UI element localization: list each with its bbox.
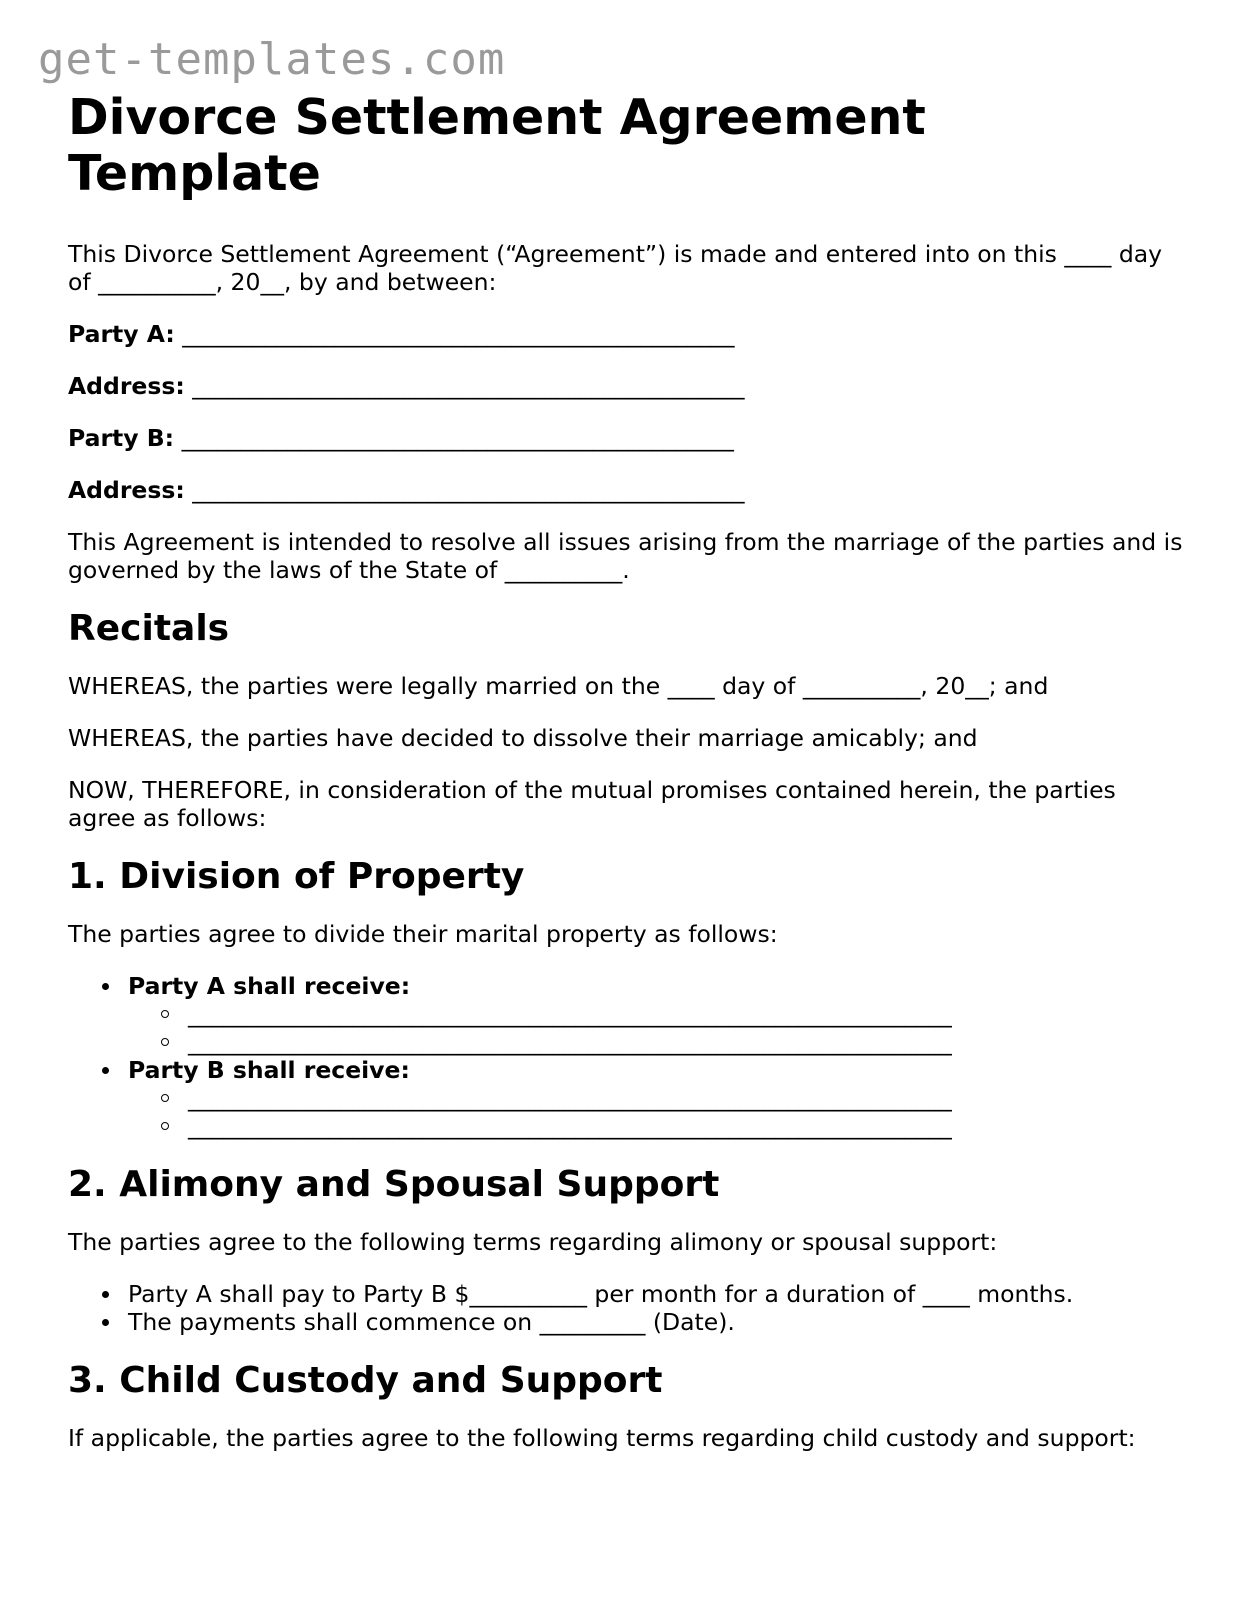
division-of-property-heading: 1. Division of Property	[68, 856, 525, 897]
party-a-field	[68, 320, 1188, 348]
alimony-intro: The parties agree to the following terms regarding alimony or spousal support:	[68, 1228, 998, 1256]
watermark-text: get-templates.com	[38, 34, 506, 85]
party-b-label: Party B:	[68, 424, 175, 452]
party-b-blank[interactable]: _______________________________________________	[181, 424, 734, 452]
list-item[interactable]	[188, 1000, 1188, 1028]
party-b-field	[68, 424, 1188, 452]
blank-line[interactable]: _________________________________________________________________	[188, 1112, 952, 1140]
list-item[interactable]	[188, 1084, 1188, 1112]
recital-dissolve: WHEREAS, the parties have decided to dissolve their marriage amicably; and	[68, 724, 978, 752]
party-a-address-blank[interactable]: _______________________________________________	[192, 372, 745, 400]
property-list	[68, 972, 1188, 1140]
party-b-receive-label: Party B shall receive:	[128, 1056, 410, 1084]
alimony-list	[68, 1280, 1188, 1336]
recital-married: WHEREAS, the parties were legally married on the ____ day of __________, 20__; and	[68, 672, 1049, 700]
party-a-address-field	[68, 372, 1188, 400]
child-custody-heading: 3. Child Custody and Support	[68, 1360, 663, 1401]
blank-line[interactable]: _________________________________________________________________	[188, 1084, 952, 1112]
blank-line[interactable]: _________________________________________________________________	[188, 1028, 952, 1056]
party-b-address-field	[68, 476, 1188, 504]
child-custody-intro: If applicable, the parties agree to the following terms regarding child custody and support:	[68, 1424, 1136, 1452]
recital-therefore: NOW, THEREFORE, in consideration of the mutual promises contained herein, the parties agree as follows:	[68, 776, 1116, 832]
party-a-label: Party A:	[68, 320, 175, 348]
party-b-address-label: Address:	[68, 476, 185, 504]
division-intro: The parties agree to divide their marital property as follows:	[68, 920, 778, 948]
party-b-receive-list	[128, 1084, 1188, 1140]
party-a-address-label: Address:	[68, 372, 185, 400]
list-item[interactable]	[188, 1028, 1188, 1056]
intro-paragraph: This Divorce Settlement Agreement (“Agreement”) is made and entered into on this ____ day of __________, 20__, by and between:	[68, 240, 1163, 296]
party-a-receive-list	[128, 1000, 1188, 1056]
party-a-receive-label: Party A shall receive:	[128, 972, 411, 1000]
party-b-address-blank[interactable]: _______________________________________________	[192, 476, 745, 504]
alimony-heading: 2. Alimony and Spousal Support	[68, 1164, 720, 1205]
list-item: Party A shall pay to Party B $__________ per month for a duration of ____ months.	[128, 1280, 1188, 1308]
blank-line[interactable]: _________________________________________________________________	[188, 1000, 952, 1028]
list-item[interactable]	[188, 1112, 1188, 1140]
list-item	[128, 972, 1188, 1056]
document-page	[68, 90, 1188, 1476]
governing-law-paragraph: This Agreement is intended to resolve all issues arising from the marriage of the parties and is governed by the laws of the State of __________.	[68, 528, 1183, 584]
recitals-heading: Recitals	[68, 608, 230, 649]
list-item: The payments shall commence on _________ (Date).	[128, 1308, 1188, 1336]
document-title: Divorce Settlement Agreement Template	[68, 89, 926, 202]
list-item	[128, 1056, 1188, 1140]
party-a-blank[interactable]: _______________________________________________	[182, 320, 735, 348]
